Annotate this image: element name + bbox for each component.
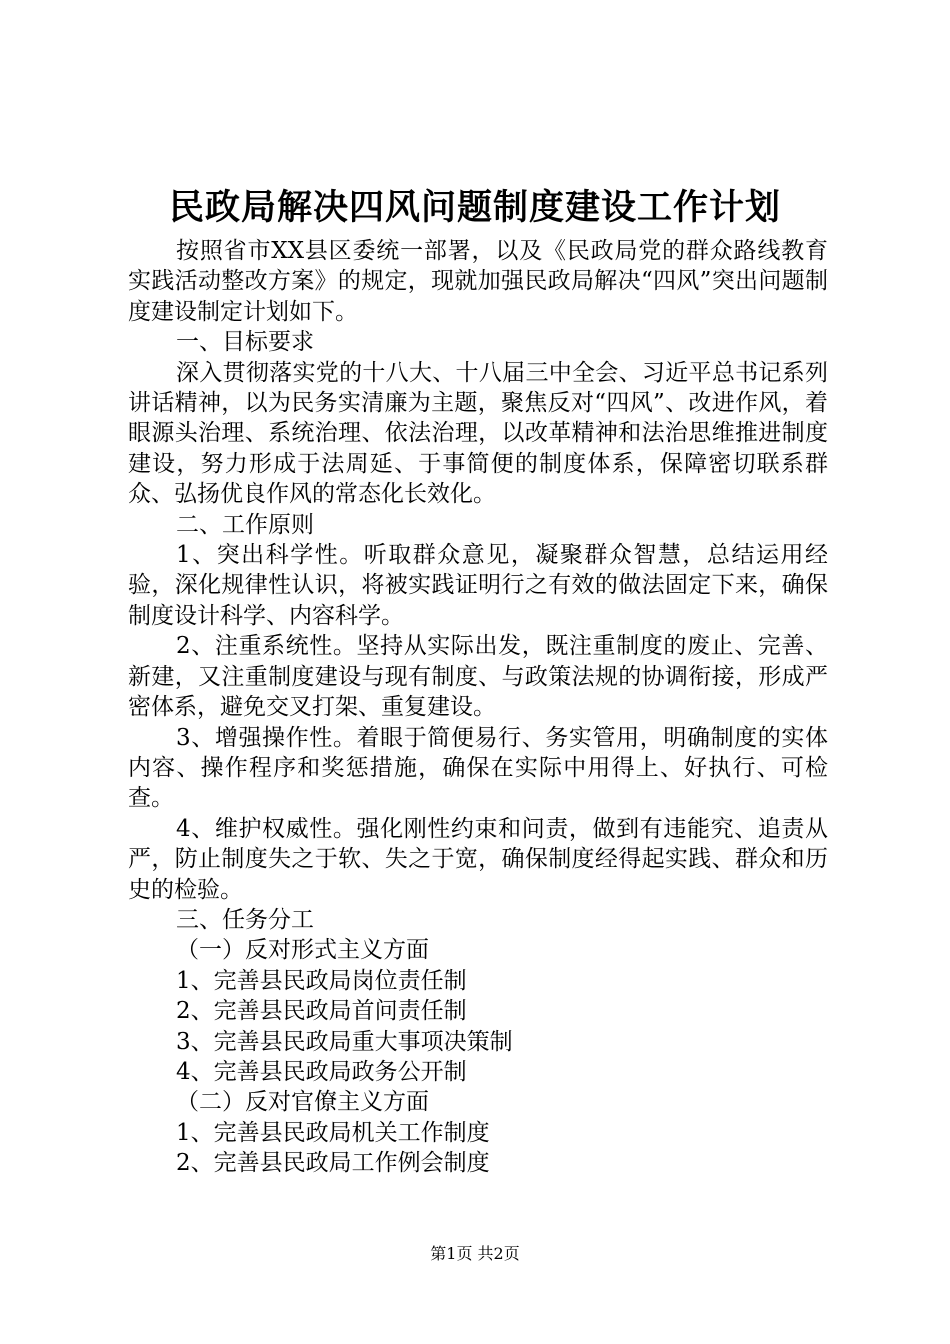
document-body bbox=[128, 236, 828, 1179]
principle-item: 3、增强操作性。着眼于简便易行、务实管用，明确制度的实体内容、操作程序和奖惩措施，确保在实际中用得上、好执行、可检查。 bbox=[128, 724, 828, 812]
section-heading-goals: 一、目标要求 bbox=[176, 329, 314, 356]
document-title: 民政局解决四风问题制度建设工作计划 bbox=[168, 187, 781, 228]
subsection-heading: （一）反对形式主义方面 bbox=[176, 937, 429, 964]
intro-paragraph: 按照省市XX县区委统一部署，以及《民政局党的群众路线教育实践活动整改方案》的规定，现就加强民政局解决“四风”突出问题制度建设制定计划如下。 bbox=[128, 238, 828, 325]
task-item: 2、完善县民政局工作例会制度 bbox=[176, 1150, 490, 1177]
task-item: 2、完善县民政局首问责任制 bbox=[176, 998, 467, 1025]
goals-paragraph: 深入贯彻落实党的十八大、十八届三中全会、习近平总书记系列讲话精神，以为民务实清廉为主题，聚焦反对“四风”、改进作风，着眼源头治理、系统治理、依法治理，以改革精神和法治思维推进制度建设，努力形成于法周延、于事简便的制度体系，保障密切联系群众、弘扬优良作风的常态化长效化。 bbox=[128, 359, 828, 508]
principle-item: 2、注重系统性。坚持从实际出发，既注重制度的废止、完善、新建，又注重制度建设与现有制度、与政策法规的协调衔接，形成严密体系，避免交叉打架、重复建设。 bbox=[128, 633, 828, 721]
task-item: 1、完善县民政局岗位责任制 bbox=[176, 967, 467, 994]
subsection-heading: （二）反对官僚主义方面 bbox=[176, 1089, 429, 1116]
page-number-footer: 第1页 共2页 bbox=[430, 1244, 520, 1263]
task-item: 4、完善县民政局政务公开制 bbox=[176, 1058, 467, 1085]
section-heading-principles: 二、工作原则 bbox=[176, 511, 314, 538]
task-item: 3、完善县民政局重大事项决策制 bbox=[176, 1028, 513, 1055]
principle-item: 1、突出科学性。听取群众意见，凝聚群众智慧，总结运用经验，深化规律性认识，将被实践证明行之有效的做法固定下来，确保制度设计科学、内容科学。 bbox=[128, 542, 828, 629]
principle-item: 4、维护权威性。强化刚性约束和问责，做到有违能究、追责从严，防止制度失之于软、失之于宽，确保制度经得起实践、群众和历史的检验。 bbox=[128, 815, 828, 903]
section-heading-tasks: 三、任务分工 bbox=[176, 906, 314, 933]
task-item: 1、完善县民政局机关工作制度 bbox=[176, 1119, 490, 1146]
